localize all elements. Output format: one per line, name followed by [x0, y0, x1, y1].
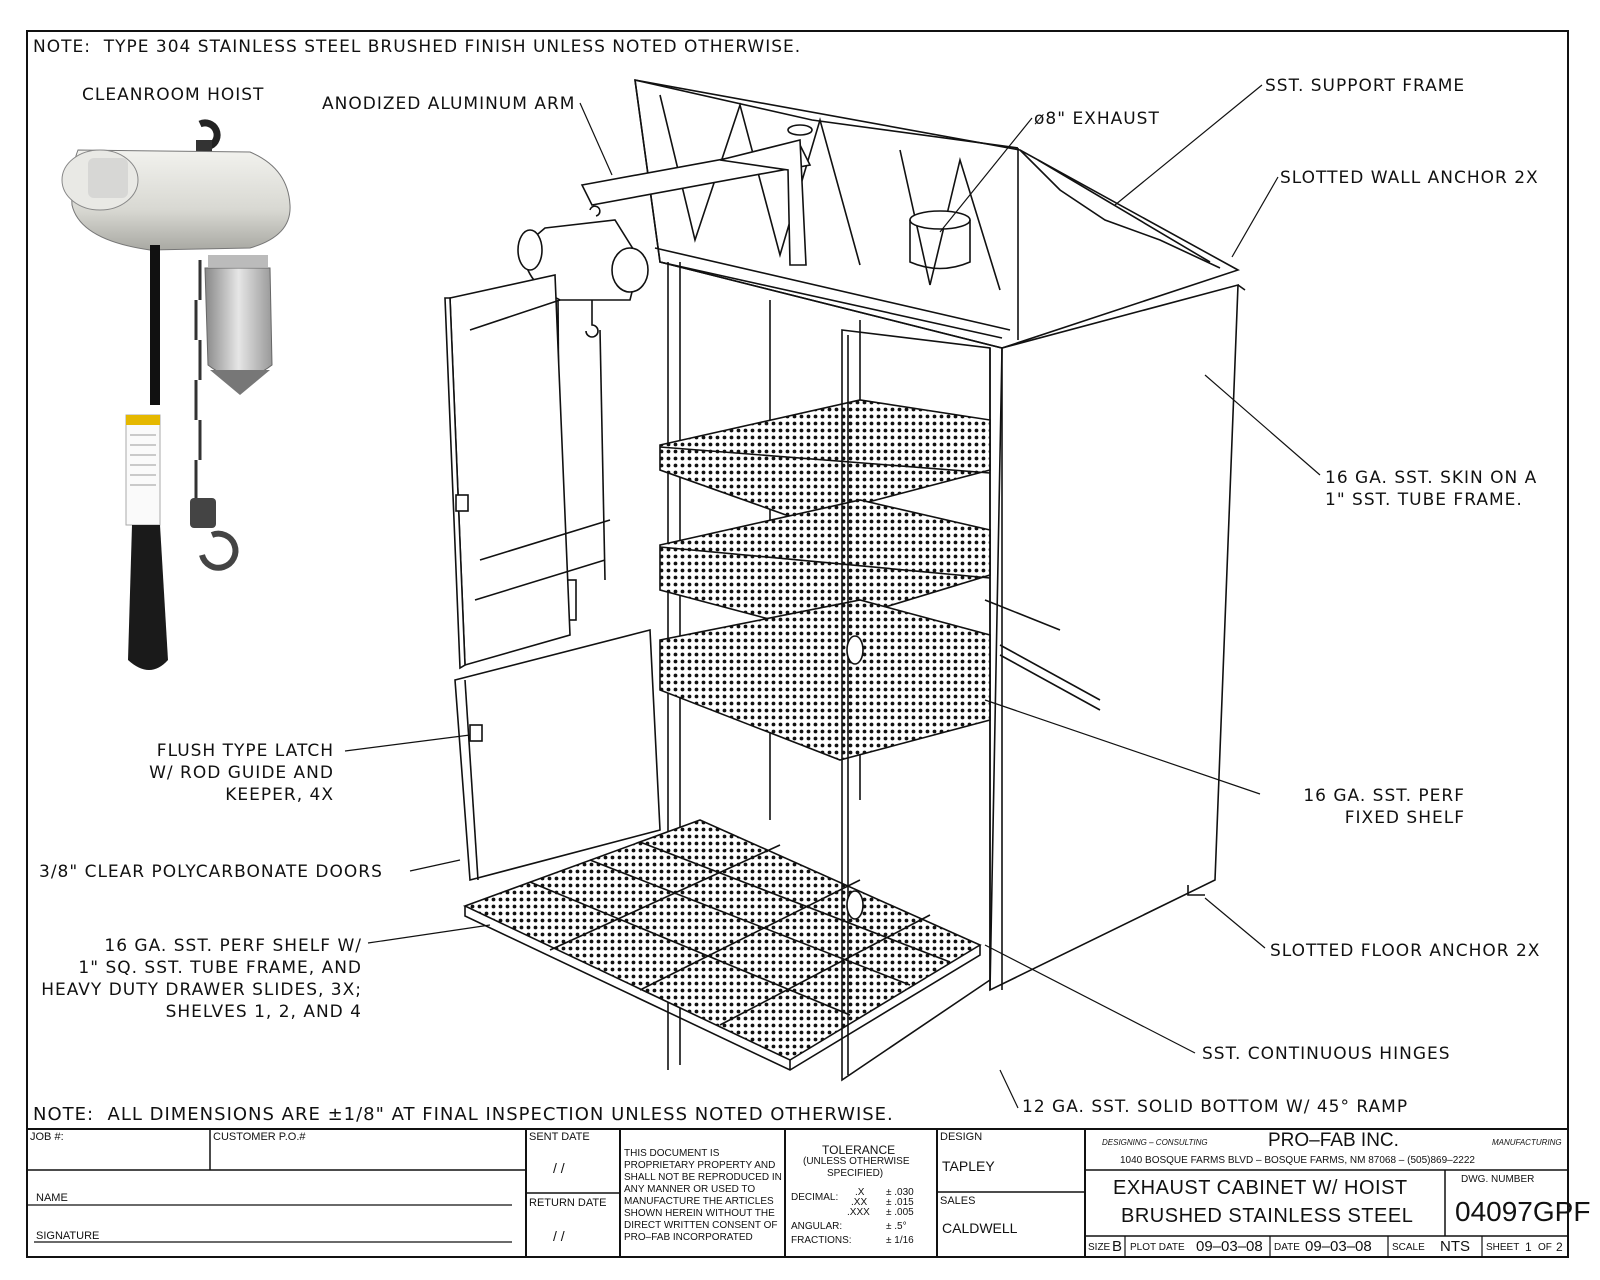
tol-xx-val: ± .015 — [886, 1197, 914, 1208]
proprietary-notice: THIS DOCUMENT IS PROPRIETARY PROPERTY AND SHALL NOT BE REPRODUCED IN ANY MANNER OR USED TO MANUFACTURE THE ARTICLES SHOWN HEREIN WITHOUT THE DIRECT WRITTEN CONSENT OF PRO–FAB INCORPORATED — [624, 1148, 782, 1243]
of-value: 2 — [1556, 1240, 1563, 1254]
dwg-number: 04097GPF — [1455, 1196, 1591, 1227]
return-date-value: / / — [553, 1228, 565, 1244]
callout-floor-anchor: SLOTTED FLOOR ANCHOR 2X — [1270, 941, 1541, 961]
decimal-label: DECIMAL: — [791, 1192, 839, 1203]
size-value: B — [1112, 1238, 1123, 1255]
name-label: NAME — [36, 1192, 68, 1204]
callout-bottom: 12 GA. SST. SOLID BOTTOM W/ 45° RAMP — [1022, 1097, 1409, 1117]
title-line-2: BRUSHED STAINLESS STEEL — [1121, 1205, 1414, 1227]
plot-date-value: 09–03–08 — [1196, 1238, 1263, 1255]
sales-label: SALES — [940, 1195, 976, 1207]
cabinet-illustration — [445, 80, 1245, 1080]
company-address: 1040 BOSQUE FARMS BLVD – BOSQUE FARMS, NM 87068 – (505)869–2222 — [1120, 1155, 1475, 1166]
designing-consulting: DESIGNING – CONSULTING — [1102, 1138, 1208, 1147]
of-label: OF — [1538, 1242, 1552, 1253]
dwg-number-label: DWG. NUMBER — [1461, 1174, 1535, 1185]
scale-value: NTS — [1440, 1238, 1470, 1255]
po-label: CUSTOMER P.O.# — [213, 1131, 306, 1143]
tol-xx: .XX — [851, 1197, 868, 1208]
design-label: DESIGN — [940, 1131, 983, 1143]
callout-fixed-shelf: 16 GA. SST. PERF FIXED SHELF — [1303, 786, 1465, 828]
company-name: PRO–FAB INC. — [1268, 1130, 1399, 1151]
tol-x: .X — [855, 1187, 865, 1198]
fractions-label: FRACTIONS: — [791, 1235, 852, 1246]
scale-label: SCALE — [1392, 1242, 1425, 1253]
design-value: TAPLEY — [942, 1158, 995, 1174]
callout-doors: 3/8" CLEAR POLYCARBONATE DOORS — [39, 862, 383, 882]
callout-support-frame: SST. SUPPORT FRAME — [1265, 76, 1466, 96]
return-date-label: RETURN DATE — [529, 1197, 607, 1209]
fractions-val: ± 1/16 — [886, 1235, 914, 1246]
plot-date-label: PLOT DATE — [1130, 1242, 1185, 1253]
sales-value: CALDWELL — [942, 1220, 1018, 1236]
signature-label: SIGNATURE — [36, 1230, 100, 1242]
tolerance-sub1: (UNLESS OTHERWISE — [803, 1156, 910, 1167]
hoist-illustration — [62, 123, 290, 670]
tol-xxx: .XXX — [847, 1207, 870, 1218]
angular-val: ± .5° — [886, 1221, 907, 1232]
callout-cleanroom-hoist: CLEANROOM HOIST — [82, 85, 265, 105]
bottom-note: NOTE: ALL DIMENSIONS ARE ±1/8" AT FINAL INSPECTION UNLESS NOTED OTHERWISE. — [33, 1104, 894, 1125]
top-note: NOTE: TYPE 304 STAINLESS STEEL BRUSHED FINISH UNLESS NOTED OTHERWISE. — [33, 37, 802, 57]
title-line-1: EXHAUST CABINET W/ HOIST — [1113, 1177, 1408, 1199]
tolerance-title: TOLERANCE — [822, 1143, 896, 1157]
callout-wall-anchor: SLOTTED WALL ANCHOR 2X — [1280, 168, 1539, 188]
callout-exhaust: ø8" EXHAUST — [1034, 109, 1160, 129]
sent-date-value: / / — [553, 1160, 565, 1176]
callout-latch: FLUSH TYPE LATCH W/ ROD GUIDE AND KEEPER, 4X — [149, 741, 334, 805]
callout-aluminum-arm: ANODIZED ALUMINUM ARM — [322, 94, 576, 114]
sheet-value: 1 — [1525, 1240, 1532, 1254]
callout-hinges: SST. CONTINUOUS HINGES — [1202, 1044, 1451, 1064]
angular-label: ANGULAR: — [791, 1221, 843, 1232]
callout-skin: 16 GA. SST. SKIN ON A 1" SST. TUBE FRAME. — [1325, 468, 1538, 510]
job-label: JOB #: — [30, 1131, 64, 1143]
tol-x-val: ± .030 — [886, 1187, 914, 1198]
date-value: 09–03–08 — [1305, 1238, 1372, 1255]
sent-date-label: SENT DATE — [529, 1131, 590, 1143]
tol-xxx-val: ± .005 — [886, 1207, 914, 1218]
callout-perf-shelf: 16 GA. SST. PERF SHELF W/ 1" SQ. SST. TUBE FRAME, AND HEAVY DUTY DRAWER SLIDES, 3X; SHELVES 1, 2, AND 4 — [41, 936, 362, 1022]
manufacturing-label: MANUFACTURING — [1492, 1138, 1562, 1147]
size-label: SIZE — [1088, 1242, 1111, 1253]
tolerance-sub2: SPECIFIED) — [827, 1168, 884, 1179]
date-label: DATE — [1274, 1242, 1300, 1253]
sheet-label: SHEET — [1486, 1242, 1520, 1253]
